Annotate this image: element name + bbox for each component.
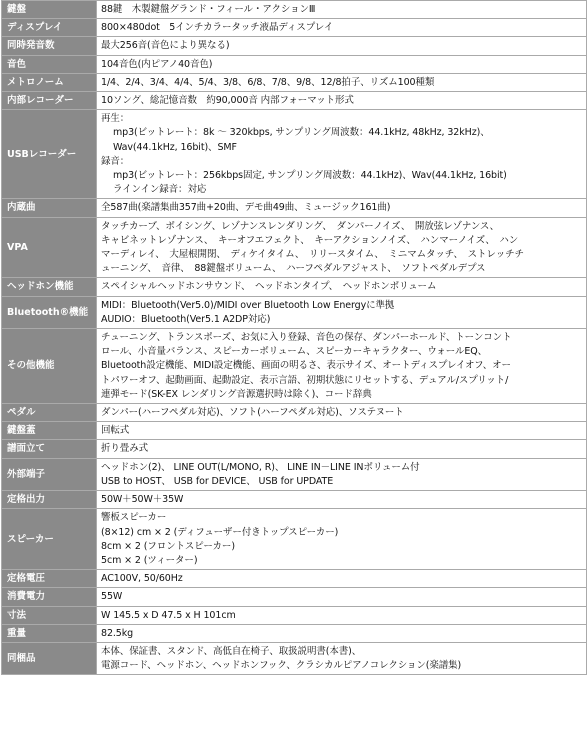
spec-value (97, 588, 587, 606)
spec-table (1, 0, 587, 675)
spec-value-line: 折り畳み式 (101, 443, 149, 455)
spec-label: その他機能 (2, 329, 97, 404)
spec-value-line: AC100V, 50/60Hz (101, 573, 183, 585)
spec-value-line: AUDIO：Bluetooth(Ver5.1 A2DP対応) (101, 313, 271, 325)
spec-value-line: 800×480dot 5インチカラータッチ液晶ディスプレイ (101, 22, 334, 34)
spec-value-line: MIDI：Bluetooth(Ver5.0)/MIDI over Bluetooth Low Energyに準拠 (101, 299, 395, 311)
spec-row (2, 296, 587, 328)
spec-value-line: 88鍵 木製鍵盤グランド・フィール・アクションⅢ (101, 4, 316, 15)
spec-value (97, 570, 587, 588)
spec-value-line: Wav(44.1kHz, 16bit)、SMF (113, 141, 237, 153)
spec-label: USBレコーダー (2, 110, 97, 199)
spec-value (97, 296, 587, 328)
spec-label: ペダル (2, 404, 97, 422)
spec-value (97, 217, 587, 278)
spec-row (2, 110, 587, 199)
spec-value-line: 1/4、2/4、3/4、4/4、5/4、3/8、6/8、7/8、9/8、12/8拍子、リズム100種類 (101, 76, 435, 88)
spec-row (2, 624, 587, 642)
spec-value-line: W 145.5 x D 47.5 x H 101cm (101, 609, 236, 621)
spec-label: 寸法 (2, 606, 97, 624)
spec-value (97, 440, 587, 458)
spec-label: 譜面立て (2, 440, 97, 458)
spec-value (97, 73, 587, 91)
spec-value (97, 19, 587, 37)
spec-row (2, 404, 587, 422)
spec-row (2, 19, 587, 37)
spec-label: 消費電力 (2, 588, 97, 606)
spec-value-line: トパワーオフ、起動画面、起動設定、表示言語、初期状態にリセットする、デュアル/スプリット/ (101, 374, 509, 386)
spec-value-line: マーディレイ、 大屋根開閉、 ディケイタイム、 リリースタイム、 ミニマムタッチ、 ストレッチチ (101, 249, 524, 261)
spec-label: 音色 (2, 55, 97, 73)
spec-row (2, 642, 587, 674)
spec-row (2, 92, 587, 110)
spec-label: 定格電圧 (2, 570, 97, 588)
spec-value (97, 329, 587, 404)
spec-value-line: ューニング、 音律、 88鍵盤ボリューム、 ハーフペダルアジャスト、 ソフトペダルデプス (101, 263, 486, 275)
spec-value (97, 55, 587, 73)
spec-row (2, 570, 587, 588)
spec-value-line: 連弾モード(SK-EX レンダリング音源選択時は除く)、コード辞典 (101, 388, 372, 400)
spec-value (97, 278, 587, 296)
spec-label: ディスプレイ (2, 19, 97, 37)
spec-label: 外部端子 (2, 458, 97, 490)
spec-value-line: 50W＋50W＋35W (101, 494, 184, 506)
spec-row (2, 440, 587, 458)
spec-value (97, 37, 587, 55)
spec-value-line: 回転式 (101, 425, 130, 437)
spec-label: 重量 (2, 624, 97, 642)
spec-value-line: ロール、小音量バランス、スピーカーボリューム、スピーカーキャラクター、ウォールEQ、 (101, 346, 488, 358)
spec-value-line: チューニング、トランスポーズ、お気に入り登録、音色の保存、ダンパーホールド、トーンコント (101, 332, 512, 344)
spec-row (2, 606, 587, 624)
spec-value (97, 92, 587, 110)
spec-value (97, 404, 587, 422)
spec-value-line: スペイシャルヘッドホンサウンド、 ヘッドホンタイプ、 ヘッドホンボリューム (101, 281, 437, 293)
spec-value-line: 全587曲(楽譜集曲357曲+20曲、デモ曲49曲、ミュージック161曲) (101, 202, 391, 214)
spec-label: Bluetooth®機能 (2, 296, 97, 328)
spec-value-line: 電源コード、ヘッドホン、ヘッドホンフック、クラシカルピアノコレクション(楽譜集) (101, 660, 462, 672)
spec-label: ヘッドホン機能 (2, 278, 97, 296)
spec-label: 内蔵曲 (2, 199, 97, 217)
spec-value (97, 458, 587, 490)
spec-value-line: 55W (101, 591, 123, 603)
spec-value-line: ダンパー(ハーフペダル対応)、ソフト(ハーフペダル対応)、ソステヌート (101, 407, 404, 419)
spec-label: 内部レコーダー (2, 92, 97, 110)
spec-row (2, 199, 587, 217)
spec-value-line: 8cm × 2 (フロントスピーカー) (101, 540, 235, 552)
spec-row (2, 458, 587, 490)
spec-row (2, 278, 587, 296)
spec-label: 同梱品 (2, 642, 97, 674)
spec-row (2, 217, 587, 278)
spec-label: 鍵盤 (2, 1, 97, 19)
spec-value (97, 199, 587, 217)
spec-value-line: 響板スピーカー (101, 512, 167, 524)
spec-label: 定格出力 (2, 491, 97, 509)
spec-value-line: 5cm × 2 (ツィーター) (101, 554, 198, 566)
spec-value (97, 491, 587, 509)
spec-row (2, 491, 587, 509)
spec-row (2, 1, 587, 19)
spec-row (2, 509, 587, 570)
spec-label: VPA (2, 217, 97, 278)
spec-value-line: USB to HOST、 USB for DEVICE、 USB for UPDATE (101, 475, 334, 487)
spec-value-line: 録音： (101, 155, 130, 167)
spec-label: 同時発音数 (2, 37, 97, 55)
spec-value-line: タッチカーブ、ボイシング、レゾナンスレンダリング、 ダンパーノイズ、 開放弦レゾナンス、 (101, 220, 500, 232)
spec-value (97, 422, 587, 440)
spec-value-line: Bluetooth設定機能、MIDI設定機能、画面の明るさ、表示サイズ、オートディスプレイオフ、オー (101, 360, 511, 372)
spec-value-line: 82.5kg (101, 627, 134, 639)
spec-value-line: mp3(ビットレート：256kbps固定, サンプリング周波数：44.1kHz)、Wav(44.1kHz, 16bit) (113, 170, 507, 182)
spec-value-line: キャビネットレゾナンス、 キーオフエフェクト、 キーアクションノイズ、 ハンマーノイズ、 ハン (101, 234, 519, 246)
spec-table-body (2, 1, 587, 675)
spec-row (2, 55, 587, 73)
spec-value-line: (8×12) cm × 2 (ディフューザー付きトップスピーカー) (101, 526, 339, 538)
spec-row (2, 588, 587, 606)
spec-value-line: ヘッドホン(2)、 LINE OUT(L/MONO, R)、 LINE IN－LINE INボリューム付 (101, 461, 420, 473)
spec-value-line: mp3(ビットレート：8k ～ 320kbps, サンプリング周波数：44.1kHz, 48kHz, 32kHz)、 (113, 127, 490, 139)
spec-label: メトロノーム (2, 73, 97, 91)
spec-value (97, 624, 587, 642)
spec-row (2, 73, 587, 91)
spec-row (2, 37, 587, 55)
spec-value-line: 再生： (101, 113, 130, 125)
spec-value-line: 10ソング、総記憶音数 約90,000音 内部フォーマット形式 (101, 95, 354, 107)
spec-value-line: 本体、保証書、スタンド、高低自在椅子、取扱説明書(本書)、 (101, 645, 362, 657)
spec-value-line: 104音色(内ピアノ40音色) (101, 58, 213, 70)
spec-label: 鍵盤蓋 (2, 422, 97, 440)
spec-value (97, 110, 587, 199)
spec-value (97, 1, 587, 19)
spec-value-line: 最大256音(音色により異なる) (101, 40, 230, 52)
spec-value (97, 606, 587, 624)
spec-value (97, 509, 587, 570)
spec-value (97, 642, 587, 674)
spec-label: スピーカー (2, 509, 97, 570)
spec-value-line: ラインイン録音：対応 (113, 184, 207, 196)
spec-row (2, 422, 587, 440)
spec-row (2, 329, 587, 404)
